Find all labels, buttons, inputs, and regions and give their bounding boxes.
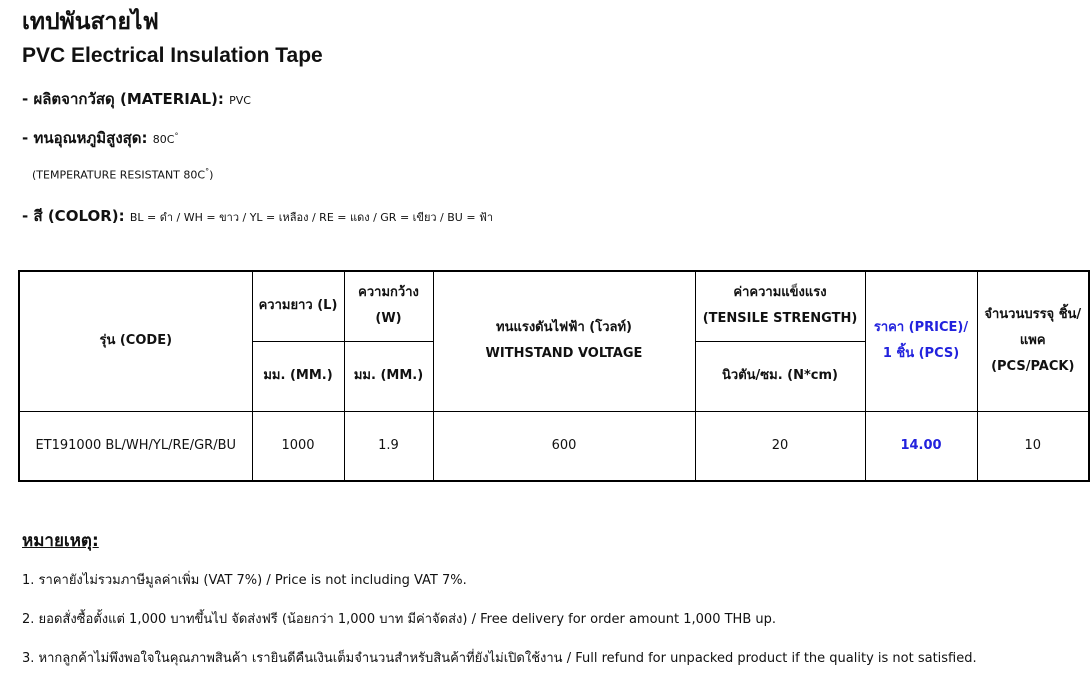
header-width-unit: มม. (MM.)	[344, 341, 433, 411]
header-length: ความยาว (L)	[252, 271, 344, 341]
spec-temperature	[22, 126, 178, 150]
cell-pack: 10	[977, 411, 1089, 481]
cell-width: 1.9	[344, 411, 433, 481]
cell-code: ET191000 BL/WH/YL/RE/GR/BU	[19, 411, 252, 481]
spec-temperature-note: (TEMPERATURE RESISTANT 80C°)	[32, 167, 214, 182]
page-title-thai: เทปพันสายไฟ	[22, 9, 159, 35]
header-length-unit: มม. (MM.)	[252, 341, 344, 411]
spec-color-label: - สี (COLOR):	[22, 207, 125, 225]
spec-temperature-label: - ทนอุณหภูมิสูงสุด:	[22, 129, 148, 147]
cell-length: 1000	[252, 411, 344, 481]
header-voltage: ทนแรงดันไฟฟ้า (โวลท์) WITHSTAND VOLTAGE	[433, 271, 695, 411]
spec-color	[22, 204, 493, 228]
cell-price: 14.00	[865, 411, 977, 481]
spec-color-value: BL = ดำ / WH = ขาว / YL = เหลือง / RE = แดง / GR = เขียว / BU = ฟ้า	[129, 211, 494, 224]
cell-tensile: 20	[695, 411, 865, 481]
note-item-2: 2. ยอดสั่งซื้อตั้งแต่ 1,000 บาทขึ้นไป จัดส่งฟรี (น้อยกว่า 1,000 บาท มีค่าจัดส่ง) / Free delivery for order amount 1,000 THB up.	[22, 612, 776, 627]
spec-material-value: PVC	[229, 94, 251, 107]
cell-voltage: 600	[433, 411, 695, 481]
note-item-1: 1. ราคายังไม่รวมภาษีมูลค่าเพิ่ม (VAT 7%) / Price is not including VAT 7%.	[22, 573, 467, 588]
notes-title: หมายเหตุ:	[22, 531, 99, 551]
header-code: รุ่น (CODE)	[19, 271, 252, 411]
header-pack: จำนวนบรรจุ ชิ้น/แพค (PCS/PACK)	[977, 271, 1089, 411]
header-price: ราคา (PRICE)/ 1 ชิ้น (PCS)	[865, 271, 977, 411]
note-item-3: 3. หากลูกค้าไม่พึงพอใจในคุณภาพสินค้า เรายินดีคืนเงินเต็มจำนวนสำหรับสินค้าที่ยังไม่เปิดใช้งาน / Full refund for unpacked product if the quality is not satisfied.	[22, 651, 977, 666]
header-tensile-unit: นิวตัน/ซม. (N*cm)	[695, 341, 865, 411]
spec-material-label: - ผลิตจากวัสดุ (MATERIAL):	[22, 90, 224, 108]
spec-material	[22, 87, 251, 111]
header-width: ความกว้าง (W)	[344, 271, 433, 341]
table-row	[19, 411, 1089, 481]
page-title-english: PVC Electrical Insulation Tape	[22, 44, 323, 67]
spec-table	[18, 270, 1090, 482]
header-tensile: ค่าความแข็งแรง (TENSILE STRENGTH)	[695, 271, 865, 341]
spec-temperature-value: 80C°	[152, 131, 179, 146]
